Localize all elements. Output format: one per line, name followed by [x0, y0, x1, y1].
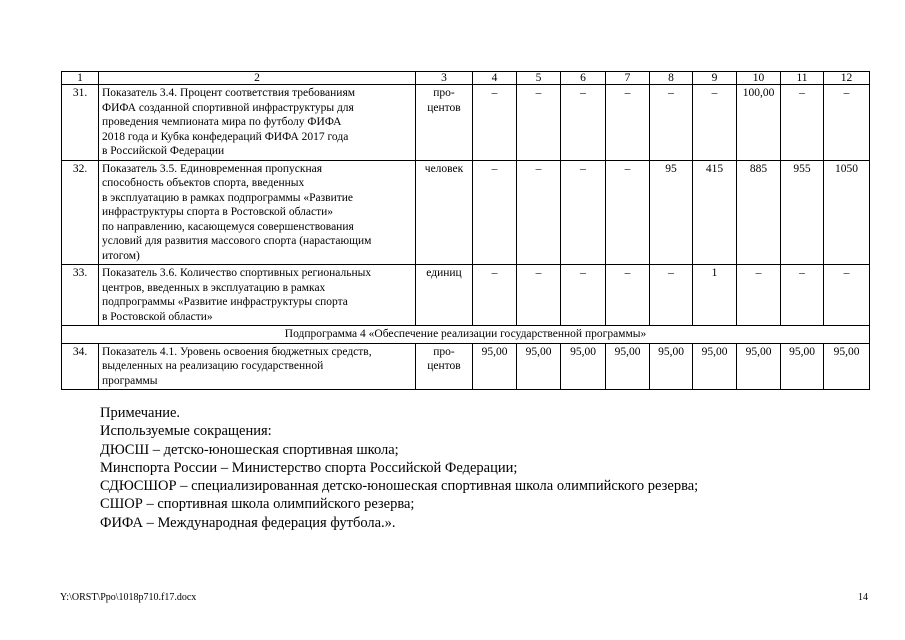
row-number: 31. [62, 85, 99, 161]
row-number: 34. [62, 343, 99, 390]
value-cell: 95 [650, 160, 693, 265]
cell-line: в Ростовской области» [102, 310, 213, 323]
header-cell: 4 [473, 72, 517, 85]
value-cell: 95,00 [561, 343, 606, 390]
table-row [62, 85, 870, 161]
abbreviation-item: ФИФА – Международная федерация футбола.». [100, 514, 396, 531]
row-number: 33. [62, 265, 99, 326]
row-number: 32. [62, 160, 99, 265]
header-row [62, 72, 870, 85]
section-title: Подпрограмма 4 «Обеспечение реализации государственной программы» [62, 326, 870, 344]
value-cell: 415 [693, 160, 737, 265]
indicators-table [61, 71, 870, 390]
cell-line: программы [102, 374, 158, 387]
value-cell: – [473, 160, 517, 265]
cell-line: Показатель 4.1. Уровень освоения бюджетных средств, [102, 345, 372, 358]
abbreviation-item: ДЮСШ – детско-юношеская спортивная школа; [100, 441, 399, 458]
header-cell: 5 [517, 72, 561, 85]
table-row [62, 265, 870, 326]
value-cell: 955 [781, 160, 824, 265]
unit-cell [416, 160, 473, 265]
value-cell: – [561, 265, 606, 326]
cell-line: центров, введенных в эксплуатацию в рамках [102, 281, 326, 294]
value-cell: 885 [737, 160, 781, 265]
value-cell: 95,00 [650, 343, 693, 390]
table-row [62, 343, 870, 390]
note-intro: Используемые сокращения: [100, 423, 272, 440]
cell-line: единиц [426, 267, 462, 279]
value-cell: – [693, 85, 737, 161]
file-path: Y:\ORST\Ppo\1018p710.f17.docx [60, 592, 197, 603]
cell-line: по направлению, касающемуся совершенствования [102, 220, 354, 233]
value-cell: 95,00 [473, 343, 517, 390]
unit-cell [416, 265, 473, 326]
value-cell: – [650, 265, 693, 326]
value-cell: – [781, 265, 824, 326]
cell-line: человек [424, 162, 464, 175]
page-number: 14 [858, 592, 868, 603]
header-cell: 11 [781, 72, 824, 85]
value-cell: 95,00 [781, 343, 824, 390]
cell-line: 2018 года и Кубка конфедераций ФИФА 2017 года [102, 130, 349, 143]
cell-line: проведения чемпионата мира по футболу ФИФА [102, 116, 342, 128]
value-cell: – [606, 265, 650, 326]
indicator-name [99, 343, 416, 390]
value-cell: – [650, 85, 693, 161]
value-cell: – [606, 85, 650, 161]
unit-cell [416, 343, 473, 390]
abbreviation-item: СДЮСШОР – специализированная детско-юношеская спортивная школа олимпийского резерва; [100, 478, 699, 495]
cell-line: подпрограммы «Развитие инфраструктуры спорта [102, 296, 348, 308]
value-cell: – [517, 85, 561, 161]
value-cell: 1 [693, 265, 737, 326]
cell-line: выделенных на реализацию государственной [102, 360, 324, 372]
value-cell: 1050 [824, 160, 870, 265]
cell-line: способность объектов спорта, введенных [102, 177, 305, 189]
value-cell: – [824, 265, 870, 326]
abbreviation-item: СШОР – спортивная школа олимпийского резерва; [100, 496, 415, 513]
cell-line: ФИФА созданной спортивной инфраструктуры для [102, 101, 354, 114]
note-title: Примечание. [100, 405, 181, 421]
value-cell: 95,00 [517, 343, 561, 390]
value-cell: – [737, 265, 781, 326]
value-cell: 95,00 [824, 343, 870, 390]
value-cell: – [517, 265, 561, 326]
header-cell: 7 [606, 72, 650, 85]
section-row [62, 326, 870, 344]
indicator-name [99, 160, 416, 265]
value-cell: 100,00 [737, 85, 781, 161]
value-cell: 95,00 [693, 343, 737, 390]
cell-line: итогом) [102, 249, 140, 262]
cell-line: в Российской Федерации [102, 145, 225, 157]
cell-line: Показатель 3.4. Процент соответствия требованиям [102, 87, 356, 99]
value-cell: – [824, 85, 870, 161]
value-cell: – [606, 160, 650, 265]
value-cell: – [561, 160, 606, 265]
header-cell: 8 [650, 72, 693, 85]
cell-line: в эксплуатацию в рамках подпрограммы «Развитие [102, 191, 354, 204]
cell-line: условий для развития массового спорта (нарастающим [102, 235, 372, 247]
cell-line: центов [427, 360, 461, 372]
header-cell: 3 [416, 72, 473, 85]
value-cell: – [473, 265, 517, 326]
unit-cell [416, 85, 473, 161]
cell-line: Показатель 3.6. Количество спортивных региональных [102, 267, 372, 279]
cell-line: Показатель 3.5. Единовременная пропускная [102, 162, 323, 175]
header-cell: 12 [824, 72, 870, 85]
value-cell: 95,00 [606, 343, 650, 390]
header-cell: 9 [693, 72, 737, 85]
header-cell: 2 [99, 72, 416, 85]
value-cell: – [561, 85, 606, 161]
header-cell: 10 [737, 72, 781, 85]
note-block [100, 404, 698, 532]
value-cell: – [473, 85, 517, 161]
value-cell: – [781, 85, 824, 161]
cell-line: инфраструктуры спорта в Ростовской области» [102, 206, 334, 218]
value-cell: – [517, 160, 561, 265]
value-cell: 95,00 [737, 343, 781, 390]
abbreviation-item: Минспорта России – Министерство спорта Российской Федерации; [100, 459, 518, 476]
table-row [62, 160, 870, 265]
header-cell: 1 [62, 72, 99, 85]
cell-line: про- [433, 87, 455, 99]
indicator-name [99, 85, 416, 161]
header-cell: 6 [561, 72, 606, 85]
cell-line: про- [433, 345, 455, 358]
indicator-name [99, 265, 416, 326]
cell-line: центов [427, 101, 461, 114]
